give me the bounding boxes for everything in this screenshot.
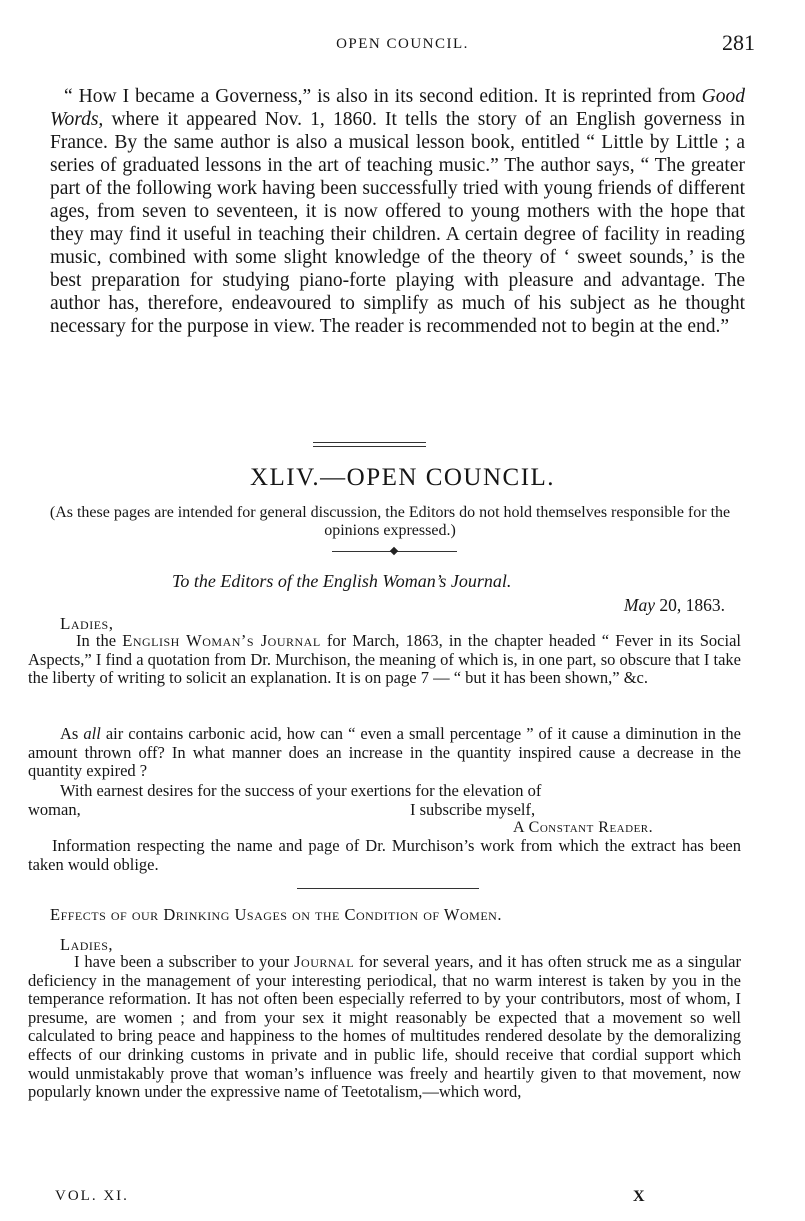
review-text-1: “ How I became a Governess,” is also in its second edition. It is reprinted from (64, 86, 702, 107)
letter1-p4-text: Information respecting the name and page of Dr. Murchison’s work from which the extract has been taken would oblige. (28, 836, 741, 874)
review-text-2: where it appeared Nov. 1, 1860. It tells the story of an English governess in France. By the same author is also a musical lesson book, entitled “ Little by Little ; a series of graduated lessons in the art of teaching music.” The author says, “ The greater part of the following work having been successfully tried with young friends of different ages, from seven to seventeen, it is now offered to young mothers with the hope that they may find it useful in teaching their children. A certain degree of facility in reading music, combined with some slight knowledge of the theory of ‘ sweet sounds,’ is the best preparation for studying piano-forte playing with pleasure and advantage. The author has, therefore, endeavoured to simplify as much of his subject as he thought necessary for the purpose in view. The reader is recommended not to begin at the end.” (50, 109, 745, 337)
section-title: XLIV.—OPEN COUNCIL. (249, 464, 556, 491)
running-head: OPEN COUNCIL. (336, 36, 469, 52)
letter2-paragraph-1 (28, 953, 741, 1102)
page-header (0, 30, 805, 60)
letter-date (624, 595, 725, 616)
page-number: 281 (722, 30, 755, 55)
review-paragraph (50, 85, 745, 338)
letter1-p1-text-b: for March, 1863, in the chapter headed “ Fever in its Social Aspects,” I find a quotation from Dr. Murchison, the meaning of which is, in one part, so obscure that I take the liberty of writing to solicit an explanation. It is on page 7 — “ but it has been shown,” &c. (28, 631, 741, 688)
letter-addressee: To the Editors of the English Woman’s Journal. (172, 571, 512, 591)
letter2-heading: Effects of our Drinking Usages on the Condition of Women. (50, 905, 502, 924)
letter1-p2-text-a: As (60, 724, 84, 743)
diamond-ornament-icon (390, 547, 398, 555)
letter2-p1-journal: Journal (294, 952, 355, 971)
letter1-p2-italic-all: all (83, 724, 101, 743)
letter1-closing-subscribe: I subscribe myself, (410, 800, 536, 819)
volume-label: VOL. XI. (55, 1188, 129, 1204)
letter1-closing-line-1: With earnest desires for the success of your exertions for the elevation of (60, 781, 542, 800)
letter1-p2-text-b: air contains carbonic acid, how can “ even a small percentage ” of it cause a diminution in the amount thrown off? In what manner does an increase in the quantity inspired cause a decrease in the quantity expired ? (28, 724, 741, 781)
letter1-paragraph-1 (28, 632, 741, 688)
section-rule (297, 888, 479, 889)
letter2-p1-text-a: I have been a subscriber to your (74, 952, 295, 971)
letter2-salutation: Ladies, (60, 935, 114, 954)
letter-date-month: May (623, 595, 655, 615)
letter1-signature: A Constant Reader. (513, 819, 654, 836)
signature-mark: X (633, 1188, 645, 1205)
letter1-paragraph-4 (28, 837, 741, 874)
letter-date-rest: 20, 1863. (655, 595, 725, 615)
ornament-divider (332, 550, 457, 554)
letter2-p1-text-b: for several years, and it has often struck me as a singular deficiency in the management of your interesting periodical, that no warm interest is taken by you in the temperance reformation. It has not often been especially referred to by your contributors, most of whom, I presume, are women ; and from your sex it might reasonably be expected that a movement so well calculated to bring peace and happiness to the homes of multitudes rendered desolate by the demoralizing effects of our drinking customs in private and in public life, should receive that cordial support which would unmistakably prove that woman’s influence was freely and heartily given to that movement, now popularly known under the expressive name of Teetotalism,—which word, (28, 952, 741, 1102)
review-italic-good-words: Good Words, (50, 86, 745, 130)
letter1-closing-woman: woman, (28, 800, 81, 819)
letter1-salutation: Ladies, (60, 614, 114, 633)
editorial-note: (As these pages are intended for general discussion, the Editors do not hold themselves responsible for the opinions expressed.) (49, 504, 731, 539)
letter1-p1-text-a: In the (76, 631, 123, 650)
letter1-p1-journal: English Woman’s Journal (122, 631, 321, 650)
double-rule-bottom (313, 446, 426, 447)
letter1-paragraph-2 (28, 725, 741, 781)
double-rule-top (313, 442, 426, 443)
